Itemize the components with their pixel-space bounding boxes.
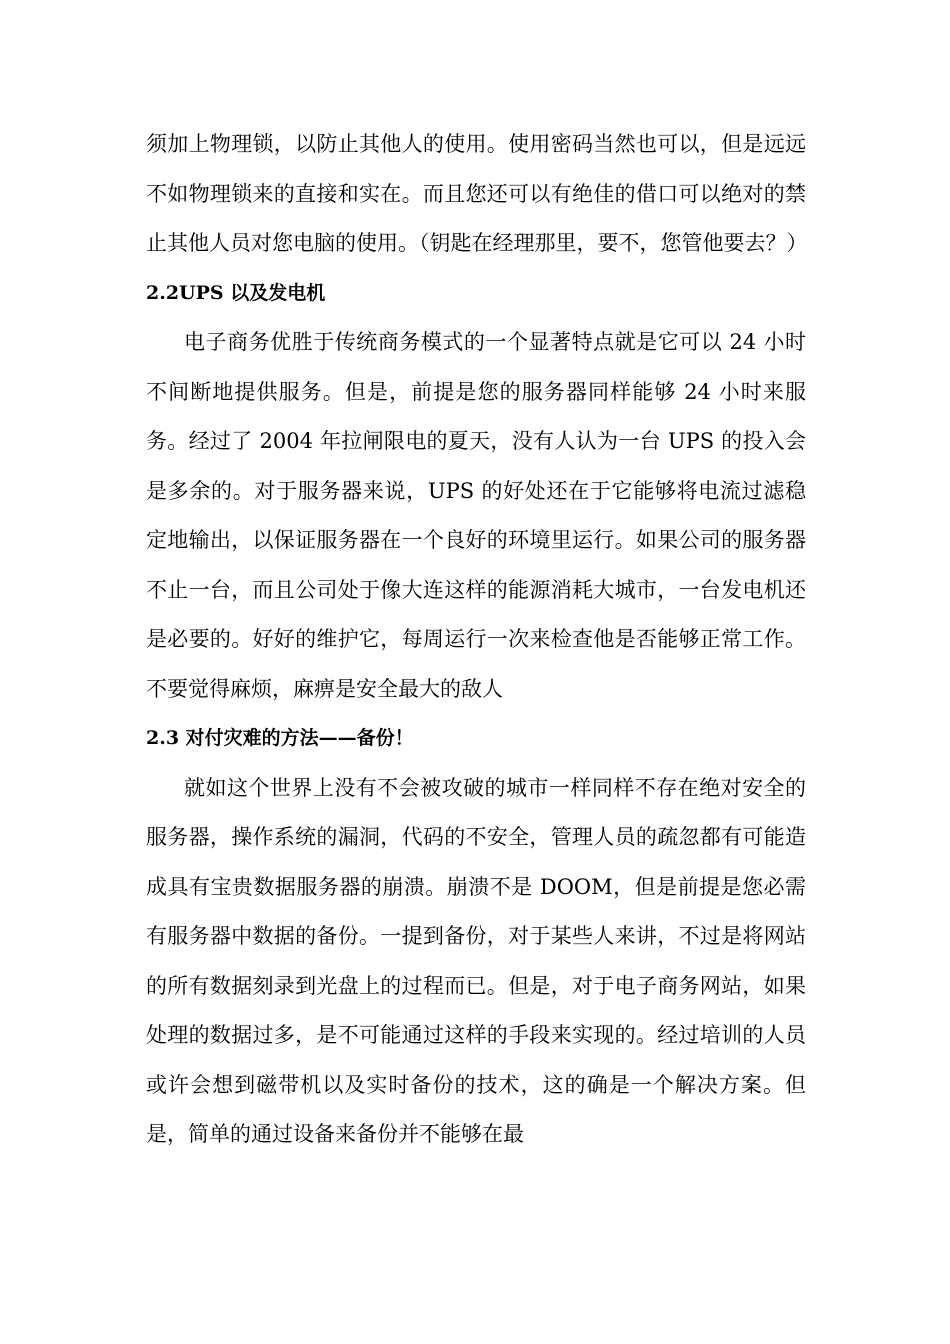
paragraph-physical-lock: 须加上物理锁，以防止其他人的使用。使用密码当然也可以，但是远远不如物理锁来的直接和实在。而且您还可以有绝佳的借口可以绝对的禁止其他人员对您电脑的使用。（钥匙在经理那里，要不，您管他要去？）	[146, 132, 808, 255]
paragraph-backup: 就如这个世界上没有不会被攻破的城市一样同样不存在绝对安全的服务器，操作系统的漏洞，代码的不安全，管理人员的疏忽都有可能造成具有宝贵数据服务器的崩溃。崩溃不是 DOOM，但是前提是您必需有服务器中数据的备份。一提到备份，对于某些人来讲，不过是将网站的所有数据刻录到光盘上的过程而已。但是，对于电子商务网站，如果处理的数据过多，是不可能通过这样的手段来实现的。经过培训的人员或许会想到磁带机以及实时备份的技术，这的确是一个解决方案。但是，简单的通过设备来备份并不能够在最	[146, 775, 806, 1146]
section-heading-backup: 2.3 对付灾难的方法——备份！	[146, 727, 414, 749]
section-heading-ups: 2.2UPS 以及发电机	[146, 281, 326, 304]
paragraph-ups-generator: 电子商务优胜于传统商务模式的一个显著特点就是它可以 24 小时不间断地提供服务。但是，前提是您的服务器同样能够 24 小时来服务。经过了 2004 年拉闸限电的夏天，没有人认为一台 UPS 的投入会是多余的。对于服务器来说，UPS 的好处还在于它能够将电流过滤稳定地输出，以保证服务器在一个良好的环境里运行。如果公司的服务器不止一台，而且公司处于像大连这样的能源消耗大城市，一台发电机还是必要的。好好的维护它，每周运行一次来检查他是否能够正常工作。不要觉得麻烦，麻痹是安全最大的敌人	[146, 330, 806, 701]
document-body	[146, 120, 806, 1160]
